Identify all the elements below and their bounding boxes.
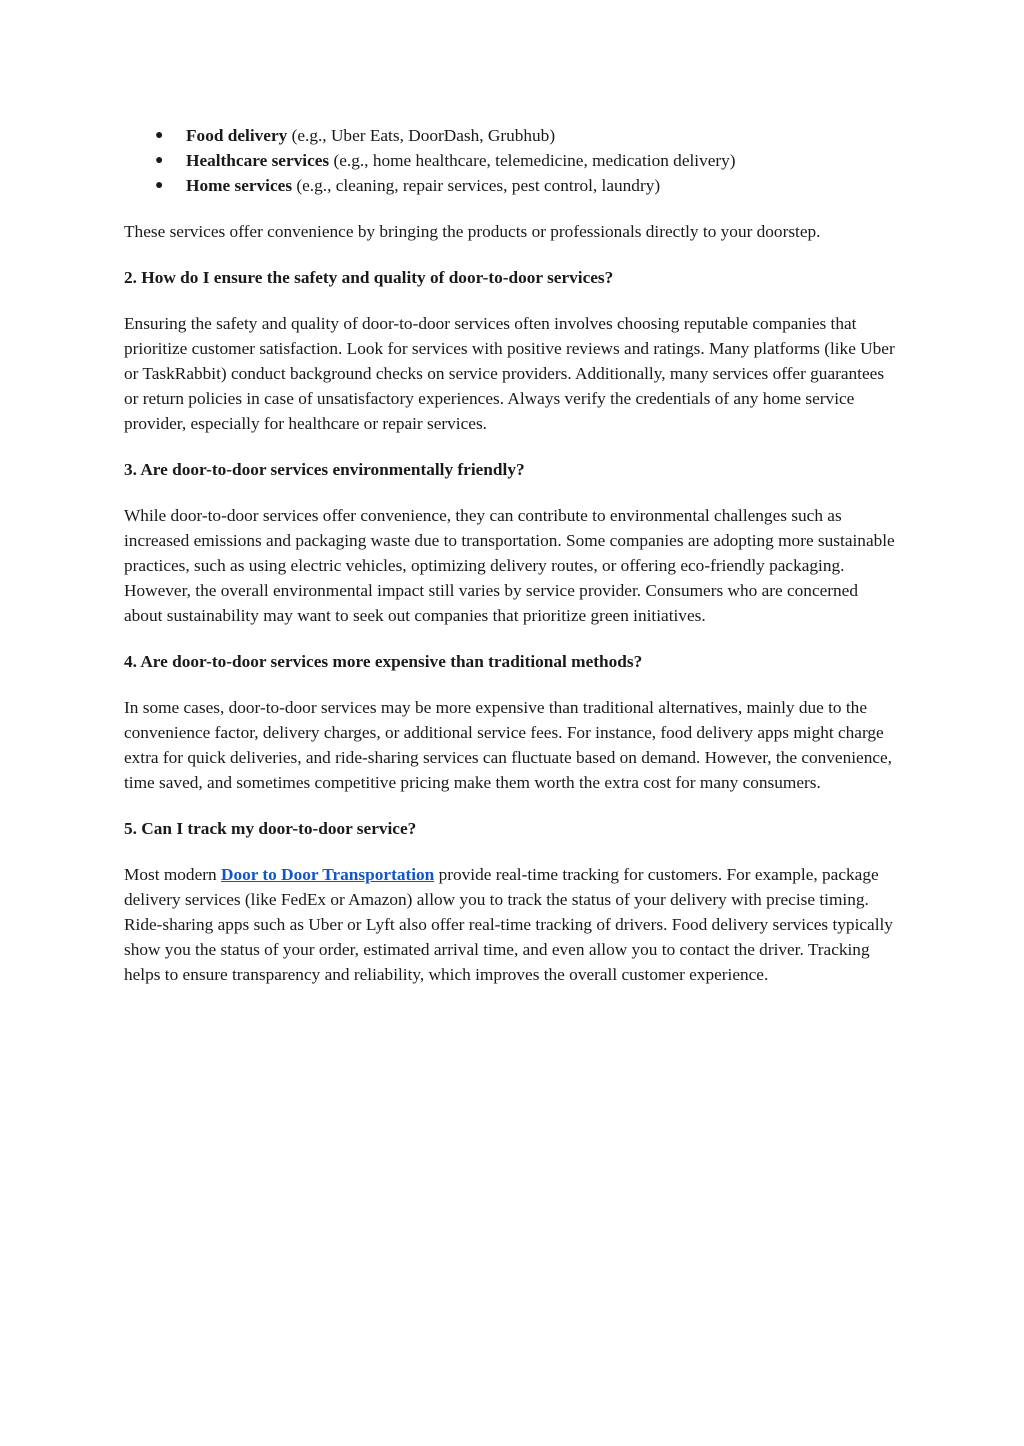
bullet-icon: ● [155,153,164,168]
faq-question: 3. Are door-to-door services environmentally friendly? [124,460,525,479]
faq-answer [124,862,900,987]
bullet-icon: ● [155,178,164,193]
list-item-detail: (e.g., Uber Eats, DoorDash, Grubhub) [287,126,556,145]
faq-question: 5. Can I track my door-to-door service? [124,819,417,838]
answer-prefix: Most modern [124,865,221,884]
faq-question: 4. Are door-to-door services more expensive than traditional methods? [124,652,643,671]
list-item [124,148,900,173]
answer-suffix: provide real-time tracking for customers. For example, package delivery services (like FedEx or Amazon) allow you to track the status of your delivery with precise timing. Ride-sharing apps such as Uber or Lyft also offer real-time tracking of drivers. Food delivery services typically show you the status of your order, estimated arrival time, and even allow you to contact the driver. Tracking helps to ensure transparency and reliability, which improves the overall customer experience. [124,865,893,984]
summary-paragraph: These services offer convenience by bringing the products or professionals directly to your doorstep. [124,222,821,241]
list-item [124,123,900,148]
list-item [124,173,900,198]
service-type-list [124,123,900,198]
document-content [124,123,900,987]
list-item-detail: (e.g., cleaning, repair services, pest control, laundry) [292,176,661,195]
faq-answer: While door-to-door services offer convenience, they can contribute to environmental challenges such as increased emissions and packaging waste due to transportation. Some companies are adopting more sustainable practices, such as using electric vehicles, optimizing delivery routes, or offering eco-friendly packaging. However, the overall environmental impact still varies by service provider. Consumers who are concerned about sustainability may want to seek out companies that prioritize green initiatives. [124,506,895,625]
door-to-door-transportation-link[interactable]: Door to Door Transportation [220,865,435,884]
list-item-term: Food delivery [186,126,288,145]
list-item-term: Home services [186,176,293,195]
faq-answer: Ensuring the safety and quality of door-to-door services often involves choosing reputable companies that prioritize customer satisfaction. Look for services with positive reviews and ratings. Many platforms (like Uber or TaskRabbit) conduct background checks on service providers. Additionally, many services offer guarantees or return policies in case of unsatisfactory experiences. Always verify the credentials of any home service provider, especially for healthcare or repair services. [124,314,895,433]
list-item-detail: (e.g., home healthcare, telemedicine, medication delivery) [329,151,736,170]
faq-answer: In some cases, door-to-door services may be more expensive than traditional alternatives, mainly due to the convenience factor, delivery charges, or additional service fees. For instance, food delivery apps might charge extra for quick deliveries, and ride-sharing services can fluctuate based on demand. However, the convenience, time saved, and sometimes competitive pricing make them worth the extra cost for many consumers. [124,698,893,792]
faq-question: 2. How do I ensure the safety and quality of door-to-door services? [124,268,614,287]
bullet-icon: ● [155,128,164,143]
list-item-term: Healthcare services [186,151,330,170]
